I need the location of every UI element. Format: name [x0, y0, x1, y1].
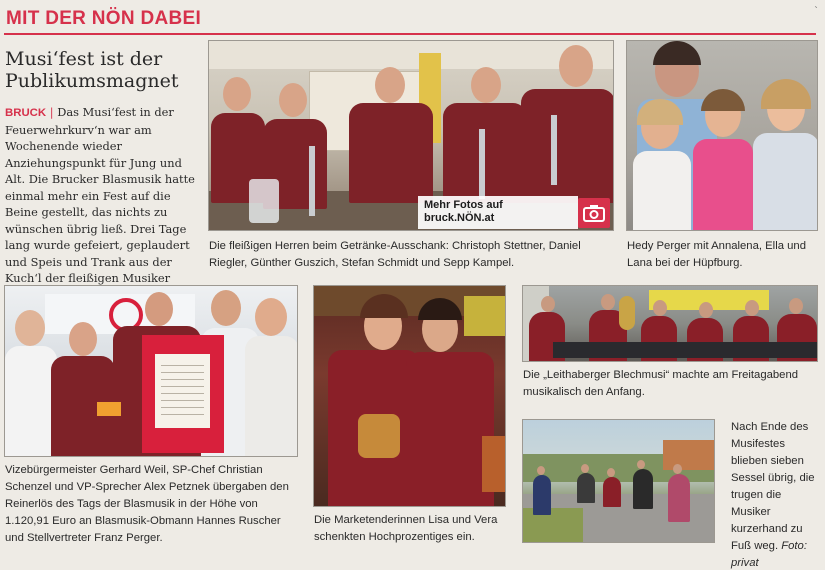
caption-chairs-text: Nach Ende des Musifestes blieben sieben Sessel übrig, die trugen die Musiker kurzerhand zu Fuß weg.	[731, 421, 815, 552]
headline-line-1: Musi‘fest ist der	[5, 48, 163, 70]
article-headline	[5, 48, 205, 92]
article-dateline: BRUCK	[5, 107, 47, 119]
caption-drinks: Die fleißigen Herren beim Getränke-Ausschank: Christoph Stettner, Daniel Riegler, Günther Guszich, Stefan Schmidt und Sepp Kampel.	[209, 240, 581, 269]
certificate-text-lines	[161, 365, 204, 415]
section-divider	[4, 33, 816, 35]
dateline-separator: |	[49, 105, 54, 119]
caption-band: Die „Leithaberger Blechmusi“ machte am Freitagabend musikalisch den Anfang.	[523, 369, 799, 398]
photo-credit: Foto: privat	[731, 540, 807, 569]
more-photos-url: bruck.NÖN.at	[424, 212, 495, 224]
caption-bouncy: Hedy Perger mit Annalena, Ella und Lana bei der Hüpfburg.	[627, 240, 806, 269]
caption-marketender: Die Marketenderinnen Lisa und Vera schenkten Hochprozentiges ein.	[314, 514, 498, 543]
photo-bouncy-castle	[626, 40, 818, 231]
caption-chairs	[731, 419, 821, 570]
more-photos-link[interactable]	[424, 199, 503, 225]
more-photos-label: Mehr Fotos auf	[424, 199, 503, 211]
corner-mark: `	[814, 6, 819, 17]
article-body-text: Das Musi‘fest in der Feuerwehrkurv‘n war am Wochenende wieder Anziehungspunkt für Jung und Alt. Die Brucker Blasmusik hatte einmal mehr ein Fest auf die Beine gestellt, das nichts zu wünschen übrig ließ. Drei Tage lang wurde gefeiert, geplaudert und Speis und Trank aus der Kuch‘l der fleißigen Musiker	[5, 105, 195, 285]
article-body	[5, 104, 201, 303]
headline-line-2: Publikumsmagnet	[5, 70, 179, 92]
section-title: MIT DER NÖN DABEI	[6, 8, 202, 29]
photo-band	[522, 285, 818, 362]
photo-marketenderinnen	[313, 285, 506, 507]
camera-icon[interactable]	[578, 198, 610, 228]
caption-donation: Vizebürgermeister Gerhard Weil, SP-Chef Christian Schenzel und VP-Sprecher Alex Petznek übergaben den Reinerlös des Tags der Blasmusik in der Höhe von 1.120,91 Euro an Blasmusik-Obmann Hannes Ruscher und Stellvertreter Franz Perger.	[5, 464, 289, 544]
photo-chairs	[522, 419, 715, 543]
